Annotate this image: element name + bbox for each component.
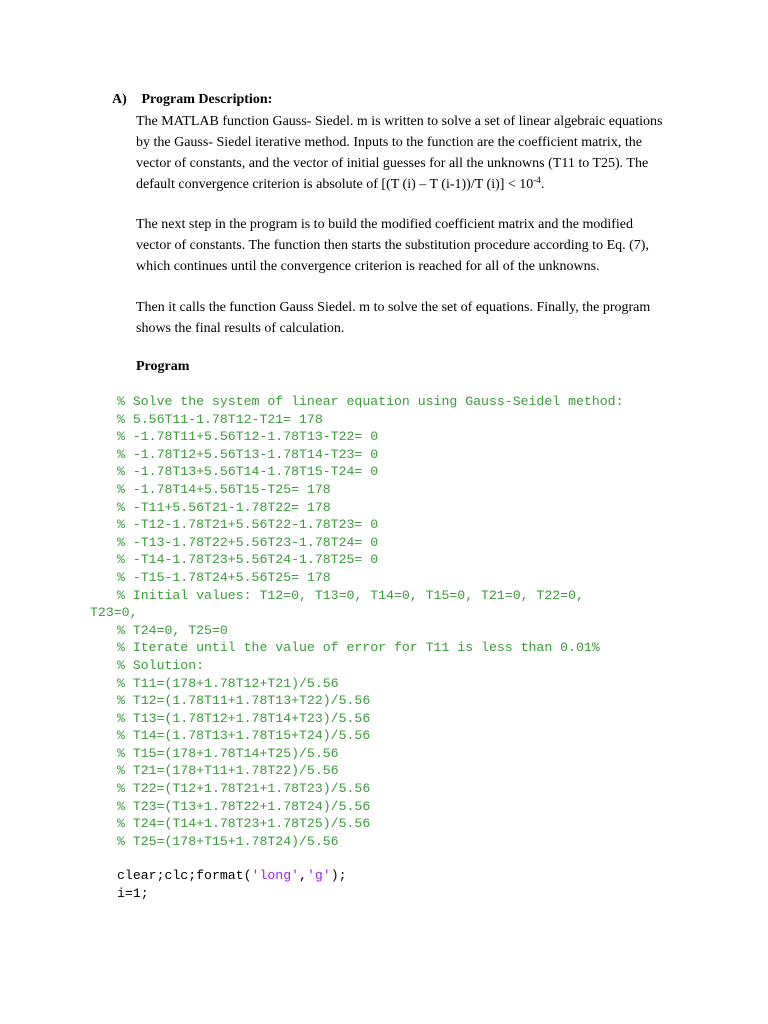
- code-comment-line-wrapped: T23=0,: [90, 605, 138, 621]
- exponent: -4: [533, 175, 541, 185]
- paragraph-then: [136, 297, 716, 339]
- code-string-long: 'long': [251, 868, 300, 883]
- code-comment-line: % T22=(T12+1.78T21+1.78T23)/5.56: [117, 781, 371, 797]
- code-comment-line: % -1.78T12+5.56T13-1.78T14-T23= 0: [117, 446, 379, 462]
- code-comment-line: % T14=(1.78T13+1.78T15+T24)/5.56: [117, 728, 371, 744]
- code-comment-line: % -T14-1.78T23+5.56T24-1.78T25= 0: [117, 552, 379, 568]
- code-string-g: 'g': [306, 868, 331, 883]
- program-title: Program: [136, 359, 190, 374]
- code-comment-line: % T11=(178+1.78T12+T21)/5.56: [117, 675, 339, 691]
- code-comment-line: % -1.78T13+5.56T14-1.78T15-T24= 0: [117, 464, 379, 480]
- paragraph-line: Then it calls the function Gauss Siedel. m to solve the set of equations. Finally, the program: [136, 300, 651, 315]
- code-comment-line: % T13=(1.78T12+1.78T14+T23)/5.56: [117, 710, 371, 726]
- code-comments: [0, 393, 768, 850]
- paragraph-line: by the Gauss- Siedel iterative method. Inputs to the function are the coefficient matrix, the: [136, 135, 642, 150]
- code-comment-line: % -T12-1.78T21+5.56T22-1.78T23= 0: [117, 517, 379, 533]
- paragraph-line: shows the final results of calculation.: [136, 321, 345, 336]
- convergence-text: default convergence criterion is absolute of [(T (i) – T (i-1))/T (i)] < 10: [136, 177, 534, 192]
- paragraph-line: The MATLAB function Gauss- Siedel. m is written to solve a set of linear algebraic equations: [136, 114, 663, 129]
- code-comment-line: % T24=(T14+1.78T23+1.78T25)/5.56: [117, 816, 371, 832]
- code-comment-line: % -1.78T11+5.56T12-1.78T13-T22= 0: [117, 429, 379, 445]
- code-comment-line: % -T15-1.78T24+5.56T25= 178: [117, 569, 331, 585]
- code-comment-line: % Initial values: T12=0, T13=0, T14=0, T15=0, T21=0, T22=0,: [117, 587, 584, 603]
- paragraph-next-step: [136, 214, 716, 277]
- code-comment-line: % -T13-1.78T22+5.56T23-1.78T24= 0: [117, 534, 379, 550]
- section-heading: [112, 92, 272, 108]
- code-comment-line: % T23=(T13+1.78T22+1.78T24)/5.56: [117, 798, 371, 814]
- paragraph-line: [136, 174, 716, 195]
- code-comment-line: % T12=(1.78T11+1.78T13+T22)/5.56: [117, 693, 371, 709]
- code-statements: [117, 867, 347, 902]
- paragraph-line: The next step in the program is to build the modified coefficient matrix and the modified: [136, 217, 633, 232]
- paragraph-program-description: [136, 111, 716, 195]
- code-comment-line: % Iterate until the value of error for T11 is less than 0.01%: [117, 640, 600, 656]
- code-comment-line: % Solution:: [117, 657, 205, 673]
- code-comment-line: % -1.78T14+5.56T15-T25= 178: [117, 481, 331, 497]
- code-comment-line: % 5.56T11-1.78T12-T21= 178: [117, 411, 323, 427]
- code-token: ,: [299, 868, 307, 883]
- paragraph-line: which continues until the convergence criterion is reached for all of the unknowns.: [136, 259, 600, 274]
- paragraph-line: vector of constants, and the vector of initial guesses for all the unknowns (T11 to T25). The: [136, 156, 649, 171]
- code-comment-line: % T24=0, T25=0: [117, 622, 228, 638]
- code-token: );: [330, 868, 347, 883]
- code-comment-line: % Solve the system of linear equation using Gauss-Seidel method:: [117, 394, 624, 409]
- code-comment-line: % T21=(178+T11+1.78T22)/5.56: [117, 763, 339, 779]
- section-label: A): [112, 92, 127, 107]
- period: .: [540, 177, 545, 192]
- code-comment-line: % T25=(178+T15+1.78T24)/5.56: [117, 833, 339, 849]
- code-line-clear: [117, 867, 347, 885]
- paragraph-line: vector of constants. The function then starts the substitution procedure according to Eq. (7),: [136, 238, 649, 253]
- code-line-init: i=1;: [117, 885, 149, 901]
- code-token: clear;clc;format(: [117, 868, 252, 883]
- code-comment-line: % -T11+5.56T21-1.78T22= 178: [117, 499, 331, 515]
- code-comment-line: % T15=(178+1.78T14+T25)/5.56: [117, 745, 339, 761]
- section-title: Program Description:: [141, 92, 273, 107]
